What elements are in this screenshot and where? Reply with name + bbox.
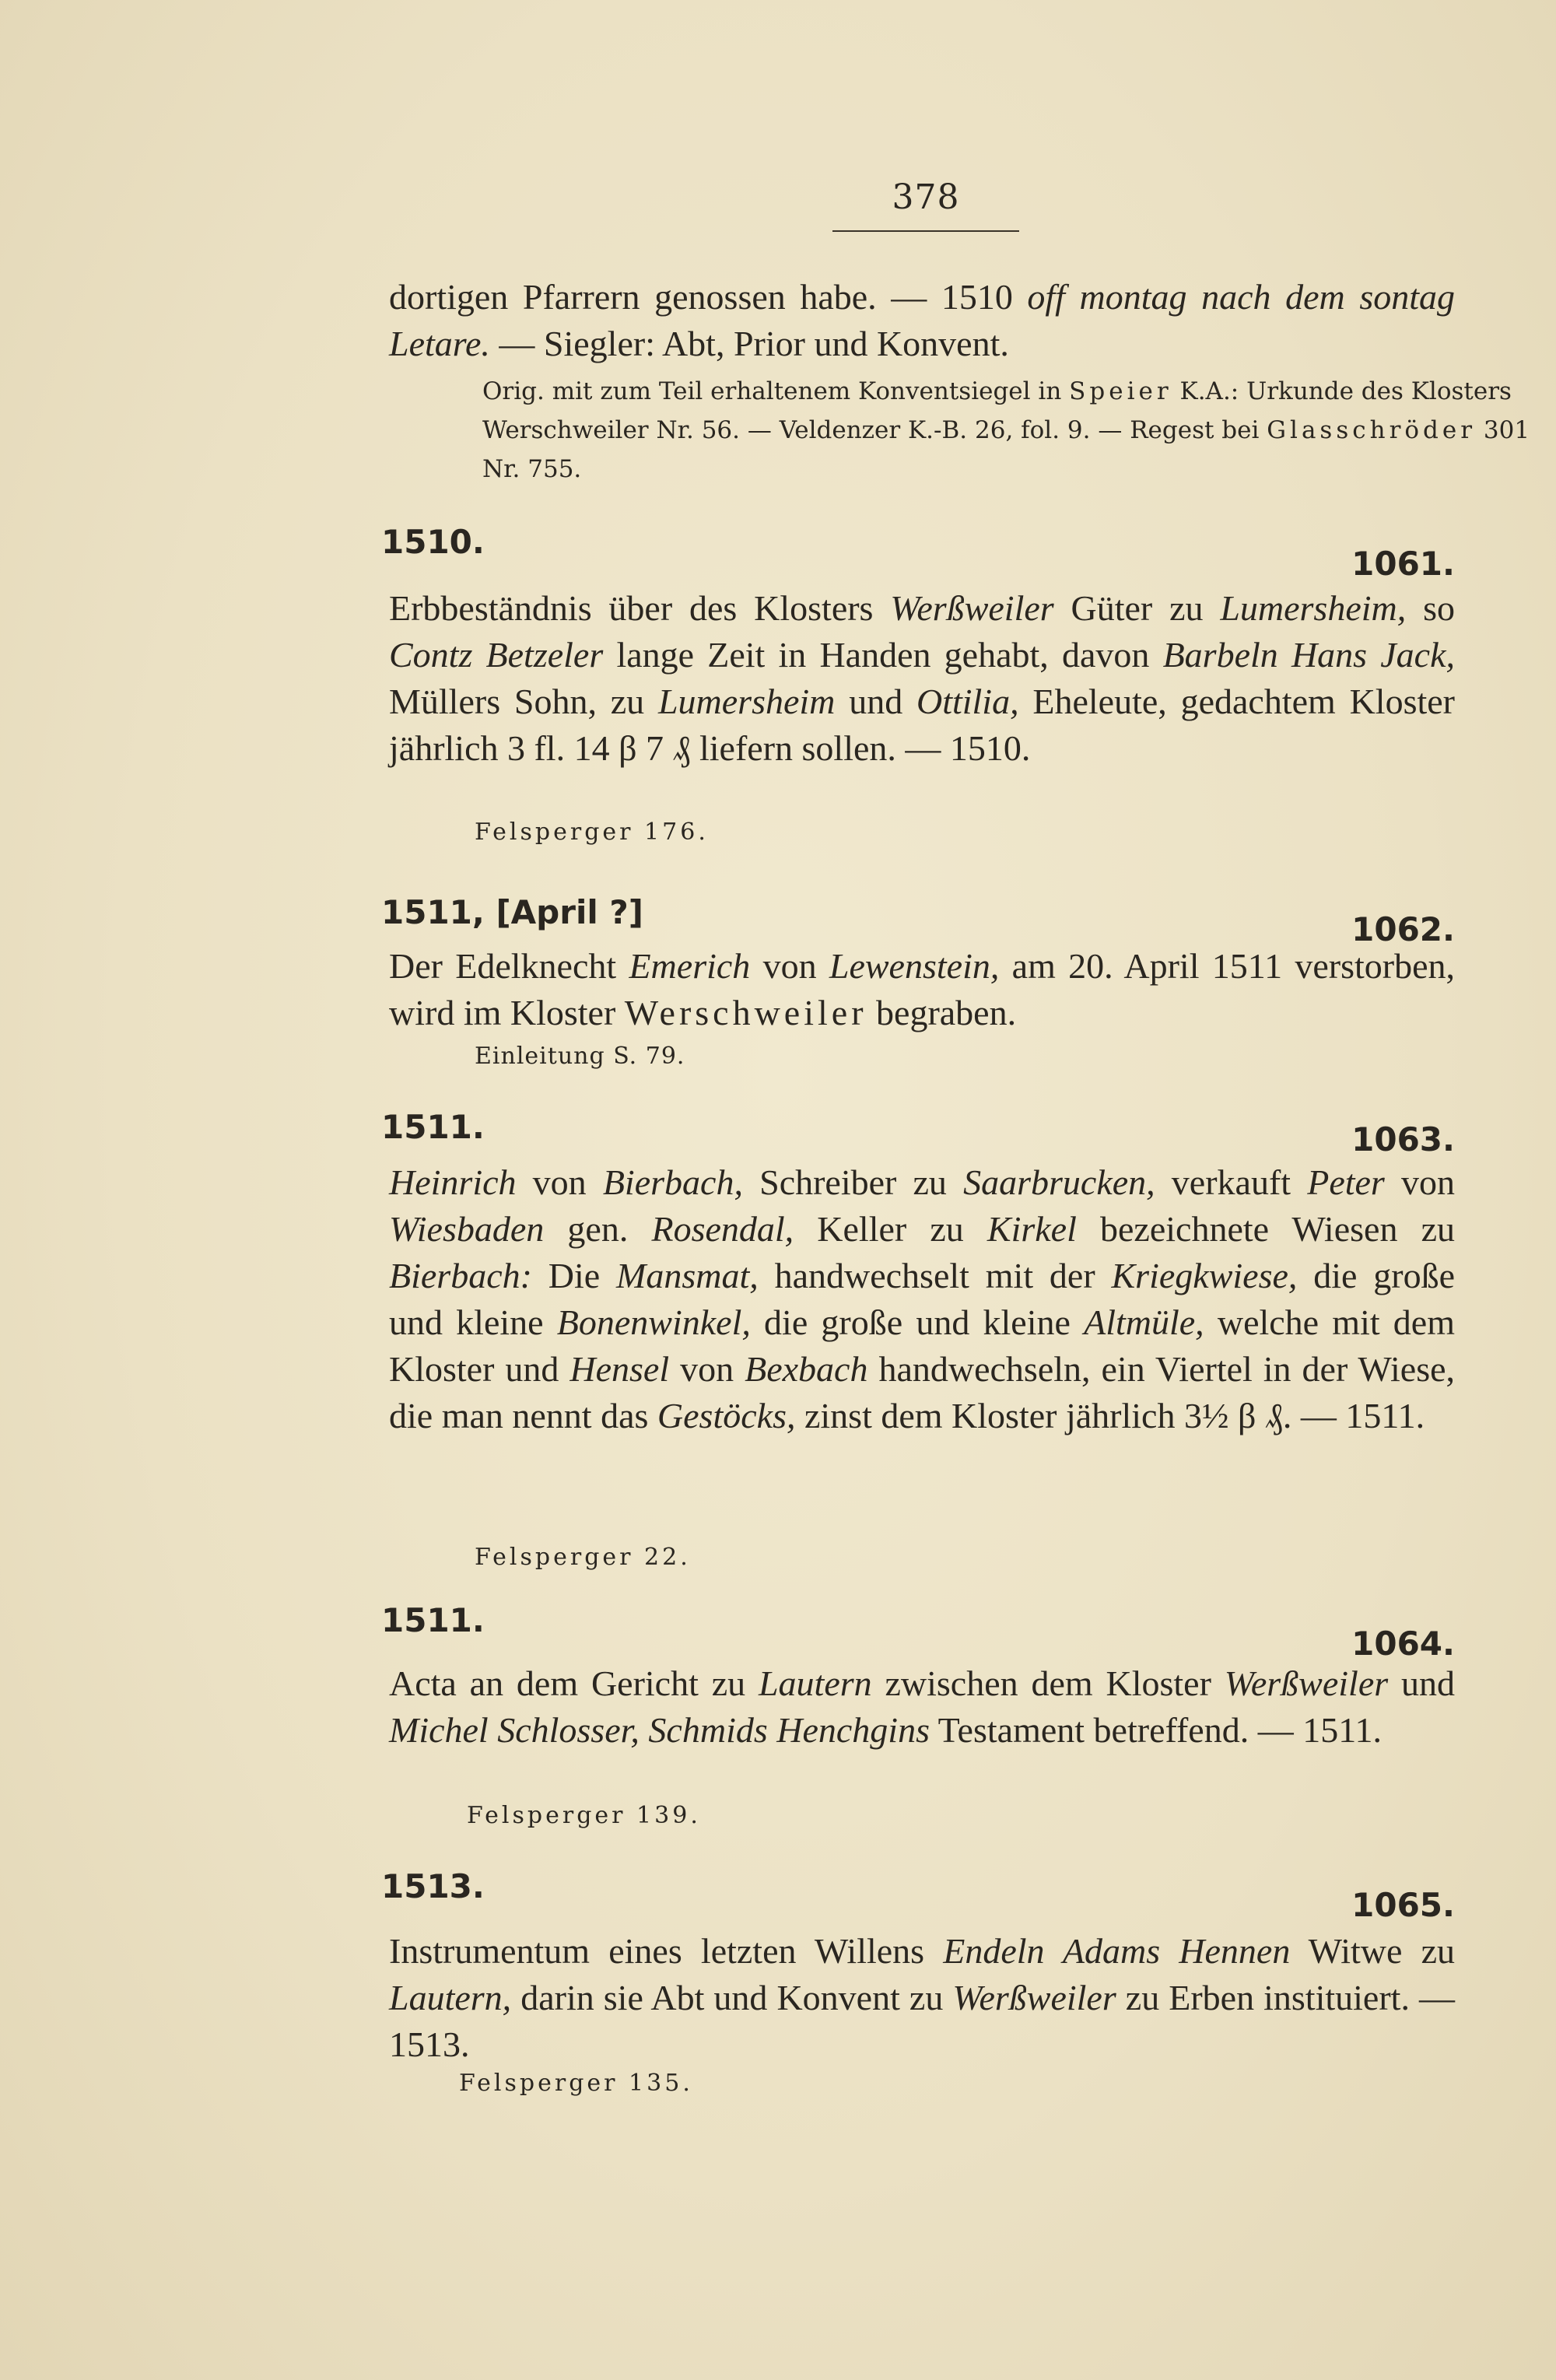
- entry-1065-citation: Felsperger 135.: [459, 2070, 693, 2097]
- intro-paragraph: dortigen Pfarrern genossen habe. — 1510 off montag nach dem sontag Letare. — Siegler: Abt, Prior und Konvent.: [389, 277, 1455, 363]
- entry-1062-number: 1062.: [1351, 910, 1455, 948]
- entry-1065-date: 1513.: [381, 1867, 485, 1905]
- entry-1062-date: 1511, [April ?]: [381, 893, 643, 931]
- intro-source-note: Orig. mit zum Teil erhaltenem Konventsiegel in Speier K.A.: Urkunde des Klosters Werschweiler Nr. 56. — Veldenzer K.-B. 26, fol. 9. — Regest bei Glasschröder 301 Nr. 755.: [482, 377, 1530, 483]
- entry-1061-date: 1510.: [381, 523, 485, 561]
- entry-1061-text: Erbbeständnis über des Klosters Werßweiler Güter zu Lumersheim, so Contz Betzeler lange Zeit in Handen gehabt, davon Barbeln Hans Jack, Müllers Sohn, zu Lumersheim und Ottilia, Eheleute, gedachtem Kloster jährlich 3 fl. 14 β 7 ₰ liefern sollen. — 1510.: [389, 588, 1456, 768]
- entry-1063-text: Heinrich von Bierbach, Schreiber zu Saarbrucken, verkauft Peter von Wiesbaden gen. Rosendal, Keller zu Kirkel bezeichnete Wiesen zu Bierbach: Die Mansmat, handwechselt mit der Kriegkwiese, die große und kleine Bonenwinkel, die große und kleine Altmüle, welche mit dem Kloster und Hensel von Bexbach handwechseln, ein Viertel in der Wiese, die man nennt das Gestöcks, zinst dem Kloster jährlich 3½ β ₰. — 1511.: [389, 1162, 1456, 1435]
- entry-1064-citation: Felsperger 139.: [467, 1802, 701, 1829]
- entry-1064-number: 1064.: [1351, 1625, 1455, 1663]
- entry-1064-date: 1511.: [381, 1601, 485, 1639]
- entry-1063-date: 1511.: [381, 1108, 485, 1146]
- page-number-rule: [832, 230, 1019, 232]
- page-number: 378: [892, 177, 960, 217]
- entry-1065-number: 1065.: [1351, 1886, 1455, 1924]
- entry-1065-text: Instrumentum eines letzten Willens Endeln Adams Hennen Witwe zu Lautern, darin sie Abt und Konvent zu Werßweiler zu Erben instituiert. — 1513.: [389, 1931, 1455, 2064]
- entry-1063-citation: Felsperger 22.: [475, 1544, 691, 1571]
- entry-1063-number: 1063.: [1351, 1120, 1455, 1158]
- entry-1062-citation: Einleitung S. 79.: [475, 1043, 685, 1070]
- entry-1064-text: Acta an dem Gericht zu Lautern zwischen dem Kloster Werßweiler und Michel Schlosser, Schmids Henchgins Testament betreffend. — 1511.: [389, 1663, 1455, 1750]
- entry-1062-text: Der Edelknecht Emerich von Lewenstein, am 20. April 1511 verstorben, wird im Kloster Werschweiler begraben.: [389, 946, 1456, 1032]
- entry-1061-number: 1061.: [1351, 545, 1455, 583]
- entry-1061-citation: Felsperger 176.: [475, 818, 709, 846]
